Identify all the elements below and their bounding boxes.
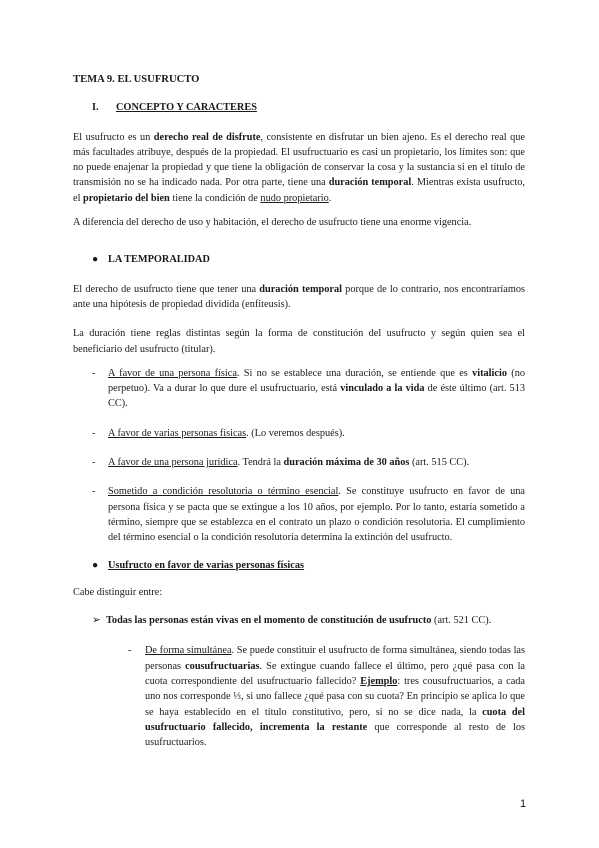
- bold-run: vinculado a la vida: [340, 383, 425, 395]
- text-run: . (Lo veremos después).: [246, 427, 345, 439]
- list-item: [73, 426, 525, 441]
- bullet-heading-text: Usufructo en favor de varias personas físicas: [108, 559, 305, 571]
- text-run: El derecho de usufructo tiene que tener una: [73, 283, 260, 295]
- underlined-run: A favor de una persona física: [108, 367, 237, 379]
- bullet-dot: ●: [92, 559, 99, 571]
- bullet-heading-temporalidad: [73, 252, 525, 267]
- underlined-run: nudo propietario: [260, 192, 329, 204]
- text-run: (art. 521 CC).: [431, 615, 492, 627]
- underlined-run: Sometido a condición resolutoria o término esencial: [108, 486, 339, 498]
- underlined-run: A favor de varias personas físicas: [108, 427, 247, 439]
- text-run: , consistente en disfrutar un bien ajeno. Es el derecho real que más facultades atribuye, después de la propiedad. El usufructuario es casi un propietario, los límites son: que no puede enajenar la propiedad y que tiene la obligación de conservar la cosa y la sustancia si en el título de transmisión no se ha indicado nada. Por otra parte, tiene una: [73, 131, 525, 189]
- text-run: tiene la condición de: [169, 192, 261, 204]
- text-run: de éste último (art. 513 CC).: [108, 383, 526, 410]
- text-run: (no perpetuo). Va a durar lo que dure el usufructuario, está: [108, 367, 525, 395]
- page-content: [73, 72, 525, 751]
- text-run: . Si no se establece una duración, se entiende que es: [236, 367, 473, 379]
- dash-marker: -: [92, 486, 96, 498]
- arrow-icon: ➢: [92, 615, 101, 627]
- bold-run: cuota del usufructuario fallecido, incrementa la restante: [145, 706, 525, 733]
- paragraph-difference: A diferencia del derecho de uso y habitación, el derecho de usufructo tiene una enorme vigencia.: [73, 217, 472, 229]
- text-run: . Se puede constituir el usufructo de forma simultánea, siendo todas las personas: [145, 645, 526, 672]
- arrow-list-item: [73, 613, 525, 628]
- paragraph-temporal: [73, 282, 525, 313]
- bold-run: duración máxima de 30 años: [283, 457, 410, 469]
- bold-run: vitalicio: [472, 367, 507, 379]
- section-title: CONCEPTO Y CARACTERES: [116, 102, 257, 114]
- dash-marker: -: [128, 645, 132, 657]
- text-run: . Se extingue cuando fallece el último, pero ¿qué pasa con la cuota correspondiente del usufructuario fallecido?: [145, 660, 526, 688]
- page-number: 1: [520, 798, 527, 810]
- bold-run: derecho real de disfrute: [153, 131, 261, 143]
- section-heading: [73, 100, 525, 115]
- paragraph-definition: [73, 130, 525, 206]
- list-item: [73, 455, 525, 470]
- dash-list: [73, 366, 525, 546]
- paragraph-cabe-distinguir: Cabe distinguir entre:: [73, 586, 163, 598]
- bold-run: Todas las personas están vivas en el momento de constitución de usufructo: [106, 615, 432, 627]
- bold-run: cousufructuarias: [185, 660, 260, 672]
- text-run: . Se constituye usufructo en favor de una persona física y se pacta que se extingue a los 10 años, por ejemplo. Por lo tanto, estaría sometido a término, siempre que se establezca en el contrato un plazo o condición resolutoria. El cumplimiento del término esencial o la condición resolutoria determina la extinción del usufructo.: [108, 486, 525, 544]
- text-run: (art. 515 CC).: [409, 457, 470, 469]
- paragraph-duration-rules: La duración tiene reglas distintas según la forma de constitución del usufructo y según quien sea el beneficiario del usufructo (titular).: [73, 328, 525, 355]
- text-run: que corresponde al resto de los usufructuarios.: [145, 721, 525, 749]
- sub-list-item: [73, 643, 525, 750]
- section-number: I.: [92, 102, 99, 114]
- list-item: [73, 484, 525, 545]
- bullet-heading-varias-personas: [73, 558, 525, 573]
- arrow-item-text: [106, 613, 491, 628]
- underlined-run: De forma simultánea: [145, 645, 232, 657]
- dash-marker: -: [92, 367, 96, 379]
- underlined-run: A favor de una persona jurídica: [108, 457, 238, 469]
- text-run: El usufructo es un: [73, 131, 154, 143]
- document-title: TEMA 9. EL USUFRUCTO: [73, 74, 200, 85]
- bullet-heading-text: LA TEMPORALIDAD: [108, 254, 210, 266]
- list-item: [73, 366, 525, 412]
- text-run: .: [328, 192, 332, 204]
- dash-marker: -: [92, 427, 96, 439]
- text-run: . Tendrá la: [237, 457, 284, 469]
- bullet-dot: ●: [92, 254, 99, 266]
- bold-run: propietario del bien: [83, 192, 170, 204]
- bold-underlined-run: Ejemplo: [360, 676, 398, 688]
- text-run: porque de lo contrario, nos encontraríamos ante una hipótesis de propiedad dividida (enfiteusis).: [73, 283, 526, 310]
- dash-marker: -: [92, 457, 96, 469]
- text-run: . Mientras exista usufructo, el: [73, 177, 525, 204]
- text-run: : tres cousufructuarios, a cada uno nos corresponde ⅓, si uno fallece ¿qué pasa con su cuota? En principio se aplica lo que se haya establecido en el título constitutivo, pero, si no se dice nada, la: [145, 676, 526, 718]
- bold-run: duración temporal: [328, 177, 412, 189]
- bold-run: duración temporal: [259, 283, 342, 295]
